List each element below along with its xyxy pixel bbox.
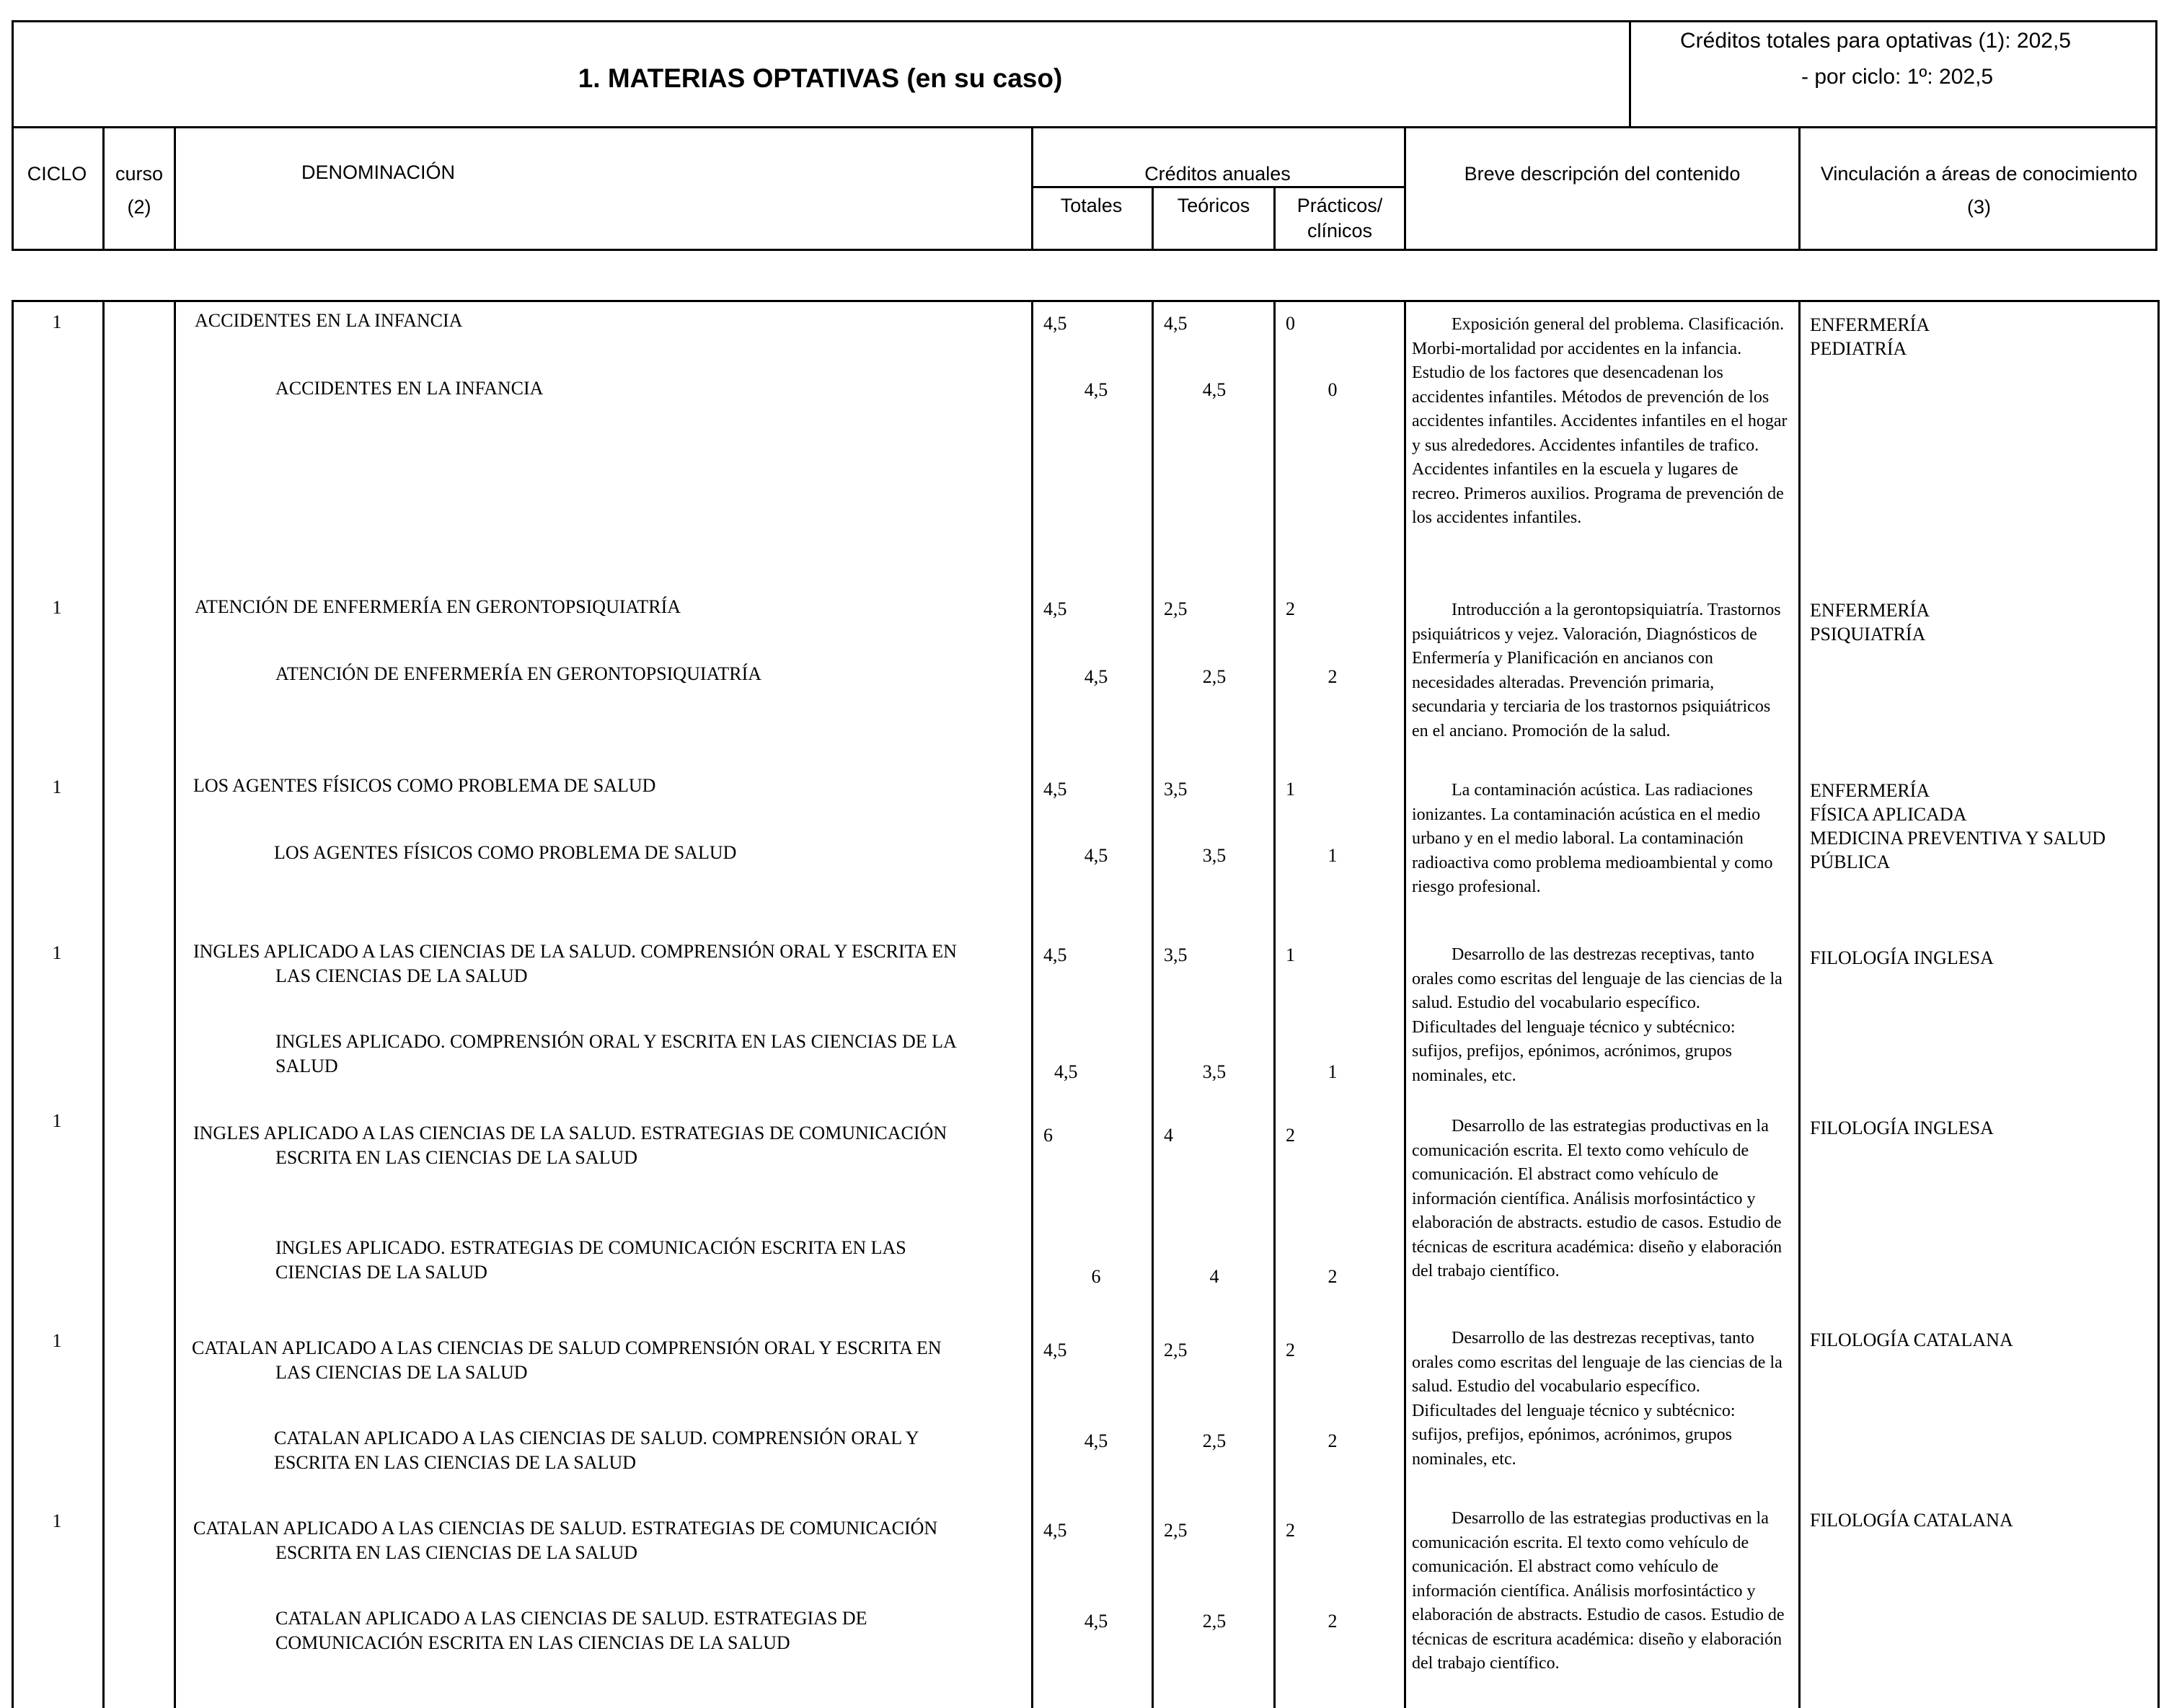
row-area: ENFERMERÍA bbox=[1810, 314, 1930, 335]
row-name-line1: INGLES APLICADO A LAS CIENCIAS DE LA SALUD. ESTRATEGIAS DE COMUNICACIÓN bbox=[193, 1123, 947, 1143]
row-description: Exposición general del problema. Clasificación. Morbi-mortalidad por accidentes en la infancia. Estudio de los factores que desencadenan los accidentes infantiles. Métodos de prevención de los accidentes infantiles. Accidentes infantiles en el hogar y sus alrededores. Accidentes infantiles de trafico. Accidentes infantiles en la escuela y lugares de recreo. Primeros auxilios. Programa de prevención de los accidentes infantiles. bbox=[1412, 315, 1788, 527]
row-areas bbox=[1810, 1328, 2149, 1352]
row-totales: 4,5 bbox=[1043, 598, 1067, 619]
credits-total: Créditos totales para optativas (1): 202,5 bbox=[1680, 29, 2071, 53]
row-description: Desarrollo de las destrezas receptivas, tanto orales como escritas del lenguaje de las ciencias de la salud. Estudio del vocabulario específico. Dificultades del lenguaje técnico y subtécnico: sufijos, prefijos, epónimos, acrónimos, grupos nominales, etc. bbox=[1412, 1329, 1783, 1469]
col-creditos-header: Créditos anuales bbox=[1144, 163, 1291, 185]
body-border-right bbox=[2157, 300, 2160, 1708]
row-areas bbox=[1810, 1508, 2149, 1532]
row-totales: 4,5 bbox=[1043, 313, 1067, 334]
row-name-line2: LAS CIENCIAS DE LA SALUD bbox=[275, 1362, 528, 1383]
row-subject-line2: ESCRITA EN LAS CIENCIAS DE LA SALUD bbox=[274, 1452, 637, 1473]
body-col-divider bbox=[1404, 300, 1406, 1708]
row-practicos: 1 bbox=[1286, 779, 1295, 800]
col-ciclo-header: CICLO bbox=[27, 163, 87, 185]
row-sub-teoricos: 2,5 bbox=[1202, 1611, 1227, 1632]
body-col-divider bbox=[1273, 300, 1276, 1708]
row-areas bbox=[1810, 313, 2149, 360]
row-sub-practicos: 2 bbox=[1328, 1611, 1338, 1632]
row-name-line1: CATALAN APLICADO A LAS CIENCIAS DE SALUD COMPRENSIÓN ORAL Y ESCRITA EN bbox=[192, 1337, 942, 1358]
row-subject-line1: INGLES APLICADO. COMPRENSIÓN ORAL Y ESCRITA EN LAS CIENCIAS DE LA bbox=[275, 1031, 957, 1052]
row-sub-totales: 6 bbox=[1091, 1266, 1101, 1287]
row-totales: 4,5 bbox=[1043, 1520, 1067, 1541]
col-divider bbox=[174, 126, 176, 251]
row-subject-name: ACCIDENTES EN LA INFANCIA bbox=[275, 378, 544, 399]
col-teoricos-header: Teóricos bbox=[1177, 195, 1250, 216]
row-practicos: 0 bbox=[1286, 313, 1295, 334]
row-name: ATENCIÓN DE ENFERMERÍA EN GERONTOPSIQUIATRÍA bbox=[195, 596, 681, 617]
row-sub-totales: 4,5 bbox=[1084, 379, 1108, 400]
row-practicos: 2 bbox=[1286, 598, 1295, 619]
row-name-line2: ESCRITA EN LAS CIENCIAS DE LA SALUD bbox=[275, 1542, 638, 1563]
row-ciclo: 1 bbox=[52, 1510, 62, 1531]
row-sub-totales: 4,5 bbox=[1084, 666, 1108, 687]
row-ciclo: 1 bbox=[52, 1330, 62, 1351]
row-ciclo: 1 bbox=[52, 311, 62, 332]
row-ciclo: 1 bbox=[52, 597, 62, 618]
row-ciclo: 1 bbox=[52, 1110, 62, 1131]
row-areas bbox=[1794, 779, 2155, 874]
row-area: ENFERMERÍA bbox=[1810, 780, 1930, 801]
row-area: FILOLOGÍA CATALANA bbox=[1810, 1510, 2013, 1531]
row-totales: 4,5 bbox=[1043, 1340, 1067, 1360]
col-clinicos-header: clínicos bbox=[1307, 220, 1373, 242]
row-area: FILOLOGÍA INGLESA bbox=[1810, 1118, 1994, 1138]
row-name-line2: ESCRITA EN LAS CIENCIAS DE LA SALUD bbox=[275, 1147, 638, 1168]
row-totales: 4,5 bbox=[1043, 944, 1067, 965]
col-denominacion-header: DENOMINACIÓN bbox=[301, 161, 456, 183]
row-area: PÚBLICA bbox=[1810, 851, 1891, 872]
col-divider bbox=[1798, 126, 1801, 251]
col-curso-header: curso bbox=[115, 163, 164, 185]
col-totales-header: Totales bbox=[1060, 195, 1123, 216]
row-description: Desarrollo de las estrategias productivas en la comunicación escrita. El texto como vehículo de comunicación. El abstract como vehículo de información científica. Análisis morfosintáctico y elaboración de abstracts. estudio de casos. Estudio de técnicas de escritura académica: diseño y elaboración del trabajo científico. bbox=[1412, 1117, 1783, 1280]
row-areas bbox=[1810, 946, 2149, 970]
row-sub-teoricos: 4,5 bbox=[1202, 379, 1227, 400]
page-title: 1. MATERIAS OPTATIVAS (en su caso) bbox=[578, 63, 1063, 93]
row-areas bbox=[1810, 1116, 2149, 1140]
row-subject-line1: CATALAN APLICADO A LAS CIENCIAS DE SALUD. COMPRENSIÓN ORAL Y bbox=[274, 1428, 919, 1448]
body-col-divider bbox=[1798, 300, 1801, 1708]
title-divider bbox=[1629, 20, 1631, 128]
credits-per-cycle: - por ciclo: 1º: 202,5 bbox=[1801, 65, 1994, 89]
row-practicos: 2 bbox=[1286, 1340, 1295, 1360]
body-col-divider bbox=[1152, 300, 1154, 1708]
row-sub-practicos: 1 bbox=[1328, 1061, 1338, 1082]
row-sub-teoricos: 3,5 bbox=[1202, 845, 1227, 866]
col-vinculacion-header: Vinculación a áreas de conocimiento bbox=[1820, 163, 2138, 185]
row-name-line2: LAS CIENCIAS DE LA SALUD bbox=[275, 965, 528, 986]
row-teoricos: 2,5 bbox=[1164, 1340, 1188, 1360]
body-border-left bbox=[12, 300, 14, 1708]
body-col-divider bbox=[174, 300, 176, 1708]
row-practicos: 1 bbox=[1286, 944, 1295, 965]
col-divider bbox=[1404, 126, 1406, 251]
row-area: MEDICINA PREVENTIVA Y SALUD bbox=[1810, 828, 2106, 849]
row-sub-totales: 4,5 bbox=[1084, 1430, 1108, 1451]
row-totales: 6 bbox=[1043, 1125, 1053, 1146]
row-ciclo: 1 bbox=[52, 776, 62, 797]
row-sub-totales: 4,5 bbox=[1084, 845, 1108, 866]
row-teoricos: 3,5 bbox=[1164, 779, 1188, 800]
row-name-line1: INGLES APLICADO A LAS CIENCIAS DE LA SALUD. COMPRENSIÓN ORAL Y ESCRITA EN bbox=[193, 941, 957, 962]
col-divider bbox=[1031, 126, 1033, 251]
row-description: Desarrollo de las estrategias productivas en la comunicación escrita. El texto como vehículo de comunicación. El abstract como vehículo de información científica. Análisis morfosintáctico y elaboración de abstracts. Estudio de casos. Estudio de técnicas de escritura académica: diseño y elaboración del trabajo científico. bbox=[1412, 1509, 1785, 1673]
row-sub-practicos: 2 bbox=[1328, 1430, 1338, 1451]
row-name: ACCIDENTES EN LA INFANCIA bbox=[195, 310, 463, 331]
row-sub-practicos: 0 bbox=[1328, 379, 1338, 400]
body-top-border bbox=[12, 300, 2157, 302]
row-description: La contaminación acústica. Las radiaciones ionizantes. La contaminación acústica en el medio urbano y en el medio laboral. La contaminación radioactiva como problema medioambiental y como riesgo profesional. bbox=[1412, 781, 1773, 896]
row-area: ENFERMERÍA bbox=[1810, 600, 1930, 621]
row-sub-teoricos: 2,5 bbox=[1202, 666, 1227, 687]
row-teoricos: 2,5 bbox=[1164, 1520, 1188, 1541]
row-description: Introducción a la gerontopsiquiatría. Trastornos psiquiátricos y vejez. Valoración, Diagnósticos de Enfermería y Planificación en ancianos con necesidades alteradas. Prevención primaria, secundaria y terciaria de los trastornos psiquiátricos en el anciano. Promoción de la salud. bbox=[1412, 601, 1781, 740]
row-subject-line1: INGLES APLICADO. ESTRATEGIAS DE COMUNICACIÓN ESCRITA EN LAS bbox=[275, 1237, 906, 1258]
row-area: FILOLOGÍA CATALANA bbox=[1810, 1329, 2013, 1350]
row-subject-line1: CATALAN APLICADO A LAS CIENCIAS DE SALUD. ESTRATEGIAS DE bbox=[275, 1608, 867, 1629]
body-col-divider bbox=[102, 300, 105, 1708]
row-subject-line2: CIENCIAS DE LA SALUD bbox=[275, 1262, 487, 1283]
row-sub-practicos: 2 bbox=[1328, 1266, 1338, 1287]
row-area: PSIQUIATRÍA bbox=[1810, 624, 1926, 645]
row-sub-teoricos: 4 bbox=[1209, 1266, 1219, 1287]
row-subject-name: ATENCIÓN DE ENFERMERÍA EN GERONTOPSIQUIATRÍA bbox=[275, 663, 762, 684]
row-practicos: 2 bbox=[1286, 1125, 1295, 1146]
col-vinculacion-note: (3) bbox=[1967, 196, 1991, 218]
row-teoricos: 2,5 bbox=[1164, 598, 1188, 619]
row-sub-teoricos: 2,5 bbox=[1202, 1430, 1227, 1451]
col-descripcion-header: Breve descripción del contenido bbox=[1464, 163, 1741, 185]
col-curso-note: (2) bbox=[127, 196, 151, 218]
row-name: LOS AGENTES FÍSICOS COMO PROBLEMA DE SALUD bbox=[193, 775, 656, 796]
row-sub-totales: 4,5 bbox=[1084, 1611, 1108, 1632]
row-practicos: 2 bbox=[1286, 1520, 1295, 1541]
row-subject-line2: COMUNICACIÓN ESCRITA EN LAS CIENCIAS DE LA SALUD bbox=[275, 1632, 790, 1653]
row-areas bbox=[1810, 598, 2149, 646]
row-subject-line2: SALUD bbox=[275, 1056, 338, 1076]
row-ciclo: 1 bbox=[52, 942, 62, 963]
row-description: Desarrollo de las destrezas receptivas, tanto orales como escritas del lenguaje de las ciencias de la salud. Estudio del vocabulario específico. Dificultades del lenguaje técnico y subtécnico: sufijos, prefijos, epónimos, acrónimos, grupos nominales, etc. bbox=[1412, 945, 1783, 1085]
col-practicos-header: Prácticos/ bbox=[1296, 195, 1383, 216]
column-header-box bbox=[12, 126, 2157, 251]
row-subject-name: LOS AGENTES FÍSICOS COMO PROBLEMA DE SALUD bbox=[274, 842, 737, 863]
creditos-subheader-line bbox=[1031, 186, 1404, 188]
row-sub-practicos: 2 bbox=[1328, 666, 1338, 687]
row-area: PEDIATRÍA bbox=[1810, 338, 1907, 359]
row-sub-totales: 4,5 bbox=[1054, 1061, 1078, 1082]
row-sub-teoricos: 3,5 bbox=[1202, 1061, 1227, 1082]
row-area: FÍSICA APLICADA bbox=[1810, 804, 1967, 825]
row-area: FILOLOGÍA INGLESA bbox=[1810, 947, 1994, 968]
col-divider bbox=[102, 126, 105, 251]
row-sub-practicos: 1 bbox=[1328, 845, 1338, 866]
body-col-divider bbox=[1031, 300, 1033, 1708]
row-teoricos: 4,5 bbox=[1164, 313, 1188, 334]
row-name-line1: CATALAN APLICADO A LAS CIENCIAS DE SALUD. ESTRATEGIAS DE COMUNICACIÓN bbox=[193, 1518, 938, 1539]
row-totales: 4,5 bbox=[1043, 779, 1067, 800]
row-teoricos: 4 bbox=[1164, 1125, 1173, 1146]
row-teoricos: 3,5 bbox=[1164, 944, 1188, 965]
